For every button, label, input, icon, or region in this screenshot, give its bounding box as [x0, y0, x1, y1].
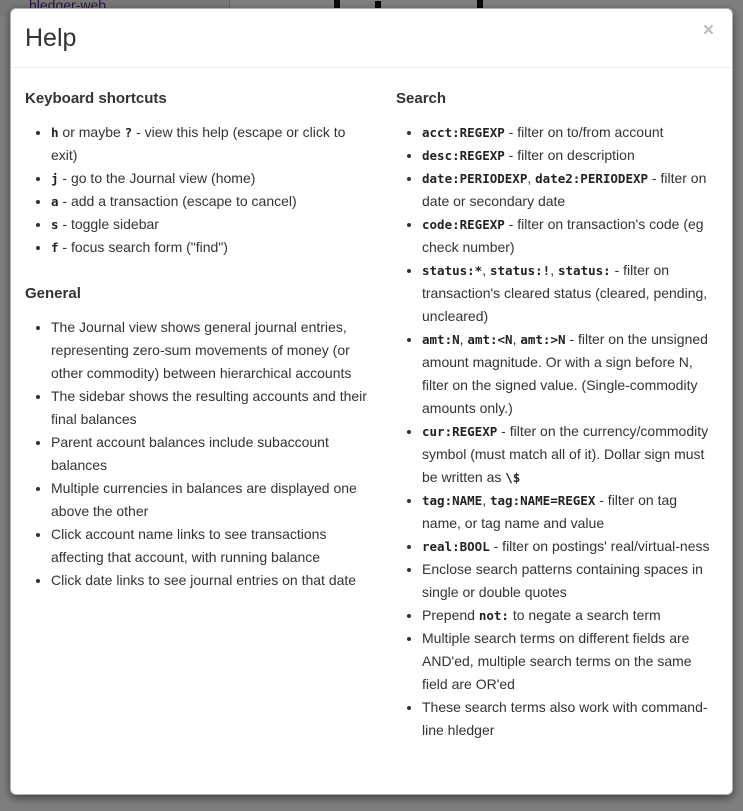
text-span: Enclose search patterns containing spaces in single or double quotes [422, 561, 703, 600]
close-icon: × [702, 20, 714, 41]
text-span: - filter on transaction's code (eg check number) [422, 216, 704, 255]
text-span: - add a transaction (escape to cancel) [58, 193, 297, 209]
text-span: Click date links to see journal entries on that date [51, 572, 357, 588]
text-span: - filter on transaction's cleared status (cleared, pending, uncleared) [422, 262, 708, 324]
text-span: - toggle sidebar [58, 216, 159, 232]
list-item [422, 420, 718, 489]
text-span: , [550, 262, 558, 278]
list-item [422, 167, 718, 213]
text-span: - focus search form ("find") [58, 239, 228, 255]
code-span: a [51, 194, 59, 209]
section-title-keyboard-shortcuts: Keyboard shortcuts [25, 90, 167, 107]
text-span: - filter on date or secondary date [422, 170, 707, 209]
list-item [422, 259, 718, 328]
list-item [51, 190, 377, 213]
search-section [396, 90, 718, 742]
section-title-general: General [25, 285, 81, 302]
code-span: \$ [505, 470, 521, 485]
list-item [51, 477, 377, 523]
column-gap [377, 90, 396, 742]
list-item [422, 627, 718, 696]
list-item [422, 604, 718, 627]
text-span: - view this help (escape or click to exit) [51, 124, 346, 163]
list-item [51, 431, 377, 477]
text-span: The Journal view shows general journal entries, representing zero-sum movements of money (or other commodity) between hierarchical accounts [51, 319, 352, 381]
text-span: , [482, 262, 490, 278]
code-span: date:PERIODEXP [422, 171, 528, 186]
code-span: code:REGEXP [422, 217, 505, 232]
section-title-search: Search [396, 90, 447, 107]
code-span: cur:REGEXP [422, 424, 498, 439]
list-item [422, 328, 718, 420]
list-item [51, 213, 377, 236]
code-span: ? [124, 125, 133, 140]
list-item [422, 489, 718, 535]
code-span: status:* [422, 263, 483, 278]
text-span: Prepend [422, 607, 479, 623]
code-span: s [51, 217, 59, 232]
modal-header [11, 9, 732, 68]
list-item [51, 523, 377, 569]
text-span: Click account name links to see transactions affecting that account, with running balance [51, 526, 327, 565]
keyboard-shortcuts-section [25, 90, 377, 259]
text-span: - filter on tag name, or tag name and value [422, 492, 678, 531]
code-span: tag:NAME [422, 493, 483, 508]
code-span: f [51, 240, 59, 255]
help-modal [10, 8, 733, 795]
code-span: amt:N [422, 332, 460, 347]
text-span: - go to the Journal view (home) [58, 170, 256, 186]
list-item [422, 213, 718, 259]
text-span: , [459, 331, 468, 347]
text-span: The sidebar shows the resulting accounts and their final balances [51, 388, 367, 427]
text-span: - filter on to/from account [504, 124, 664, 140]
text-span: - filter on description [504, 147, 635, 163]
code-span: date2:PERIODEXP [535, 171, 649, 186]
code-span: j [51, 171, 59, 186]
list-item [51, 236, 377, 259]
list-item [51, 385, 377, 431]
list-item [422, 144, 718, 167]
list-item [51, 569, 377, 592]
text-span: , [512, 331, 521, 347]
list-item [51, 316, 377, 385]
close-button[interactable] [699, 19, 718, 42]
code-span: amt:<N [467, 332, 513, 347]
code-span: tag:NAME=REGEX [490, 493, 596, 508]
code-span: h [51, 125, 59, 140]
code-span: status: [558, 263, 611, 278]
general-list [25, 316, 377, 592]
text-span: - filter on postings' real/virtual-ness [489, 538, 710, 554]
list-item [422, 558, 718, 604]
modal-title: Help [25, 24, 77, 52]
general-section [25, 285, 377, 592]
left-column [25, 90, 377, 742]
text-span: or maybe [58, 124, 125, 140]
right-column [396, 90, 718, 742]
code-span: real:BOOL [422, 539, 490, 554]
text-span: , [527, 170, 536, 186]
list-item [51, 121, 377, 167]
text-span: - filter on the unsigned amount magnitude. Or with a sign before N, filter on the signed value. (Single-commodity amounts only.) [422, 331, 708, 416]
text-span: to negate a search term [508, 607, 661, 623]
list-item [422, 121, 718, 144]
code-span: status:! [490, 263, 551, 278]
code-span: amt:>N [520, 332, 566, 347]
text-span: These search terms also work with command-line hledger [422, 699, 708, 738]
text-span: Multiple currencies in balances are displayed one above the other [51, 480, 357, 519]
code-span: acct:REGEXP [422, 125, 505, 140]
list-item [51, 167, 377, 190]
text-span: Parent account balances include subaccount balances [51, 434, 329, 473]
modal-body [11, 68, 732, 742]
list-item [422, 696, 718, 742]
search-list [396, 121, 718, 742]
text-span: - filter on the currency/commodity symbol (must match all of it). Dollar sign must be written as [422, 423, 709, 485]
text-span: , [482, 492, 490, 508]
code-span: desc:REGEXP [422, 148, 505, 163]
list-item [422, 535, 718, 558]
keyboard-shortcuts-list [25, 121, 377, 259]
text-span: Multiple search terms on different fields are AND'ed, multiple search terms on the same field are OR'ed [422, 630, 692, 692]
code-span: not: [478, 608, 509, 623]
